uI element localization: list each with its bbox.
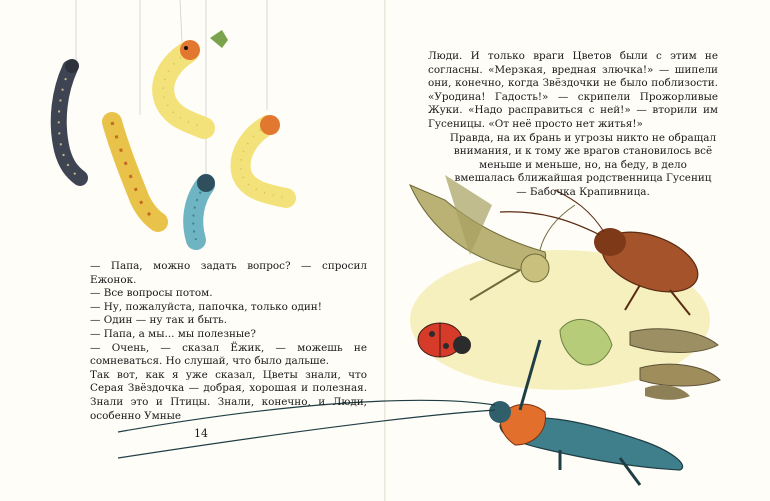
paragraph: — Ну, пожалуйста, папочка, только один! [90, 300, 322, 313]
paragraph: — Все вопросы потом. [90, 287, 213, 300]
left-page-text [90, 260, 367, 423]
page-number: 14 [194, 427, 208, 440]
dark-caterpillar [59, 59, 80, 178]
paragraph: — Папа, можно задать вопрос? — спросил Ежонок. [90, 260, 367, 286]
paragraph: Правда, на их брань и угрозы никто не обращал внимания, и к тому же врагов становилось всё меньше и меньше, но, на беду, в дело вмешалась ближайшая родственница Гусениц — Бабочка Крапивница. [449, 131, 717, 198]
paragraph: Так вот, как я уже сказал, Цветы знали, что Серая Звёздочка — добрая, хорошая и полезная. Знали это и Птицы. Знали, конечно, и Люди, особенно Умные [90, 368, 367, 422]
hairy-yellow-caterpillar-2 [241, 115, 286, 198]
right-page-text [428, 50, 718, 200]
blue-caterpillar [193, 174, 215, 240]
paragraph: — Один — ну так и быть. [90, 314, 228, 327]
paragraph: — Папа, а мы... мы полезные? [90, 327, 256, 340]
paragraph: Люди. И только враги Цветов были с этим не согласны. «Мерзкая, вредная злючка!» — шипели они, конечно, когда Звёздочки не было поблизости. «Уродина! Гадость!» — скрипели Прожорливые Жуки. «Надо расправиться с ней!» — вторили им Гусеницы. «От неё просто нет житья!» [428, 50, 718, 130]
orange-spotted-caterpillar [112, 122, 158, 222]
paragraph: — Очень, — сказал Ёжик, — можешь не сомневаться. Но слушай, что было дальше. [90, 341, 367, 368]
hairy-yellow-caterpillar [163, 30, 228, 128]
